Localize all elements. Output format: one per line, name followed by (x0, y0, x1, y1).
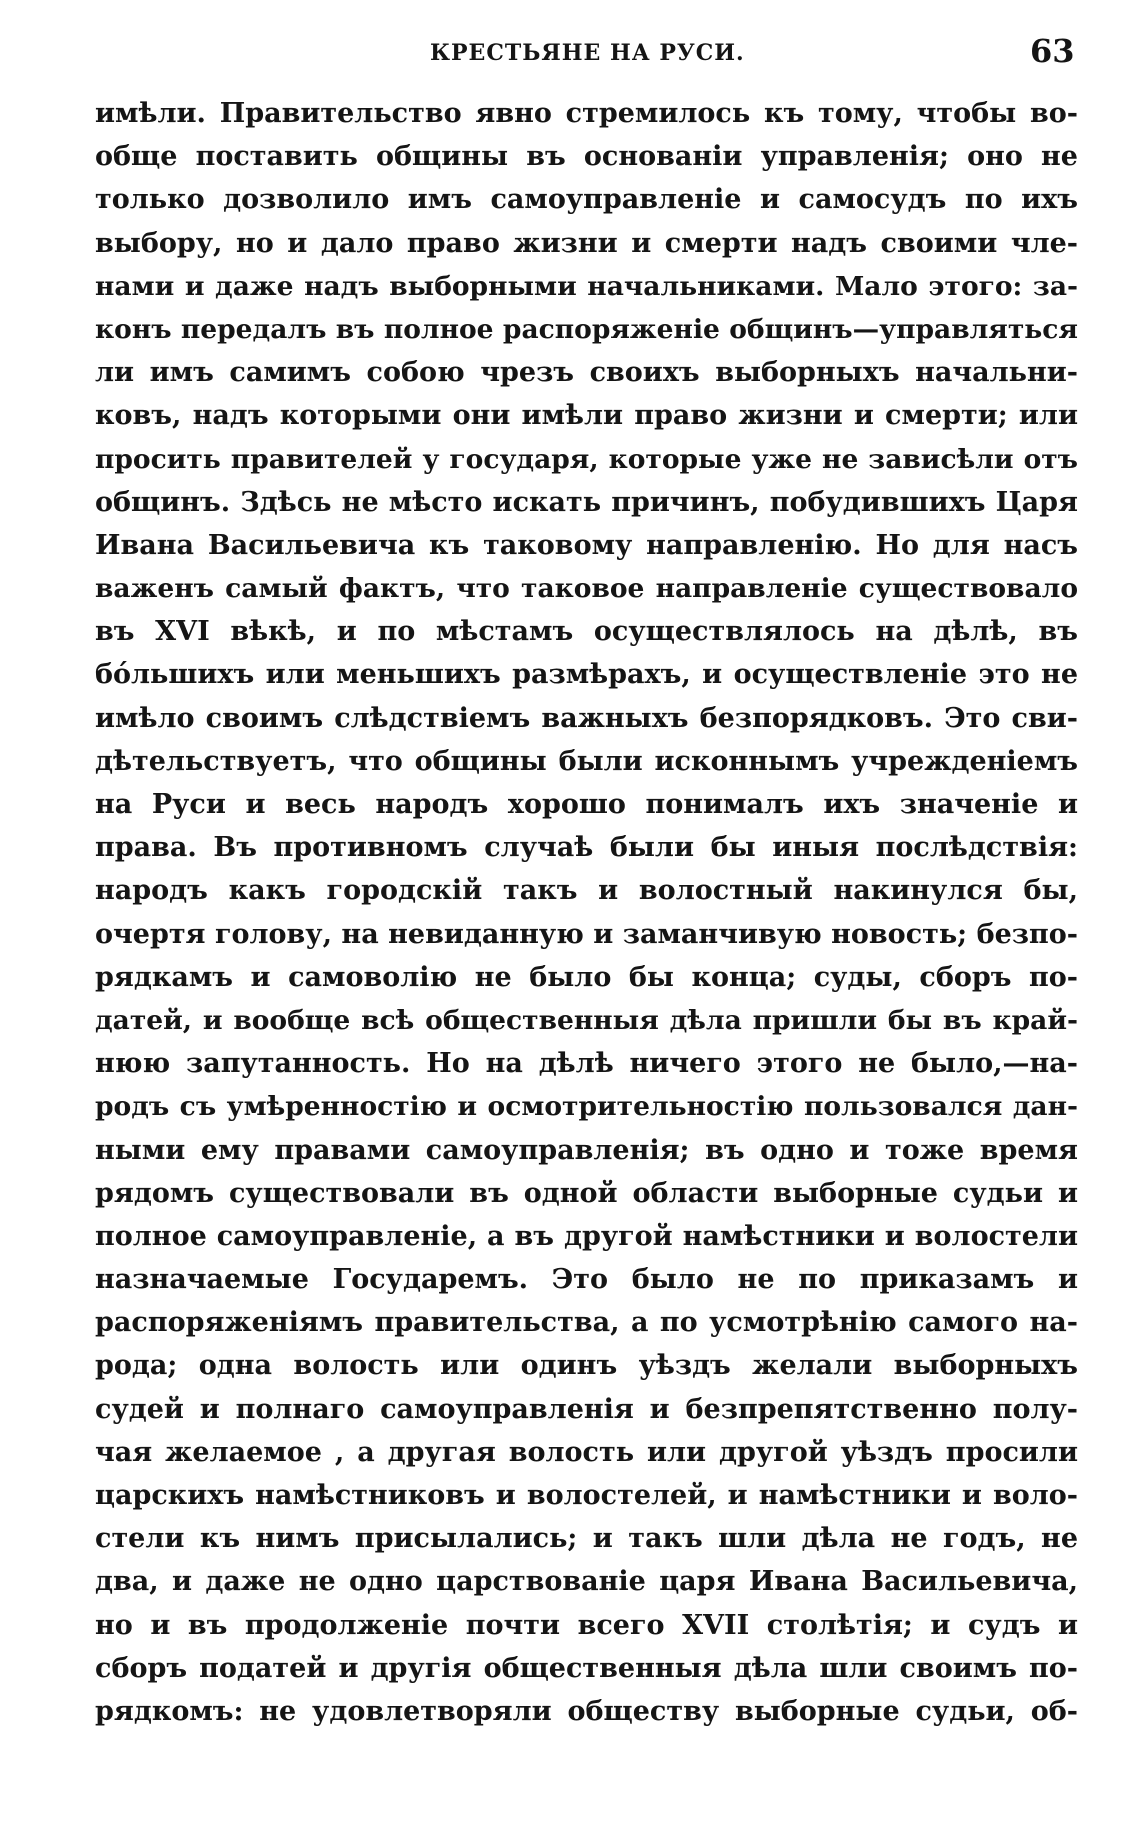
text-line: общинъ. Здѣсь не мѣсто искать причинъ, побудившихъ Царя (95, 486, 1078, 518)
text-line: бо́льшихъ или меньшихъ размѣрахъ, и осуществленіе это не (95, 659, 1078, 691)
text-line: въ XVI вѣкѣ, и по мѣстамъ осуществлялось на дѣлѣ, въ (95, 616, 1078, 648)
text-line: родъ съ умѣренностію и осмотрительностію пользовался дан- (95, 1091, 1078, 1123)
text-line: датей, и вообще всѣ общественныя дѣла пришли бы въ край- (95, 1004, 1078, 1036)
text-line: нами и даже надъ выборными начальниками. Мало этого: за- (95, 270, 1078, 302)
text-line: ковъ, надъ которыми они имѣли право жизни и смерти; или (95, 400, 1078, 432)
text-line: Ивана Васильевича къ таковому направленію. Но для насъ (95, 529, 1078, 561)
text-line: имѣло своимъ слѣдствіемъ важныхъ безпорядковъ. Это сви- (95, 702, 1078, 734)
text-line: два, и даже не одно царствованіе царя Ивана Васильевича, (95, 1566, 1078, 1598)
text-line: назначаемые Государемъ. Это было не по приказамъ и (95, 1264, 1078, 1296)
text-line: чая желаемое , а другая волость или другой уѣздъ просили (95, 1436, 1078, 1468)
text-line: рода; одна волость или одинъ уѣздъ желали выборныхъ (95, 1350, 1078, 1382)
text-line: рядкомъ: не удовлетворяли обществу выборные судьи, об- (95, 1695, 1078, 1727)
running-title: КРЕСТЬЯНЕ НА РУСИ. (430, 40, 745, 66)
text-line: дѣтельствуетъ, что общины были исконнымъ учрежденіемъ (95, 745, 1078, 777)
text-line: сборъ податей и другія общественныя дѣла шли своимъ по- (95, 1652, 1078, 1684)
text-line: ными ему правами самоуправленія; въ одно и тоже время (95, 1134, 1078, 1166)
text-line: нюю запутанность. Но на дѣлѣ ничего этого не было,—на- (95, 1048, 1078, 1080)
text-line: только дозволило имъ самоуправленіе и самосудъ по ихъ (95, 184, 1078, 216)
page-number: 63 (1030, 32, 1075, 70)
text-line: рядкамъ и самоволію не было бы конца; суды, сборъ по- (95, 961, 1078, 993)
text-line: просить правителей у государя, которые уже не зависѣли отъ (95, 443, 1078, 475)
text-line: судей и полнаго самоуправленія и безпрепятственно полу- (95, 1393, 1078, 1425)
text-line: очертя голову, на невиданную и заманчивую новость; безпо- (95, 918, 1078, 950)
text-line: выбору, но и дало право жизни и смерти надъ своими чле- (95, 227, 1078, 259)
text-line: царскихъ намѣстниковъ и волостелей, и намѣстники и воло- (95, 1480, 1078, 1511)
text-line: народъ какъ городскій такъ и волостный накинулся бы, (95, 875, 1078, 907)
text-line: ли имъ самимъ собою чрезъ своихъ выборныхъ начальни- (95, 357, 1078, 389)
text-line: конъ передалъ въ полное распоряженіе общинъ—управляться (95, 313, 1078, 345)
text-line: имѣли. Правительство явно стремилось къ тому, чтобы во- (95, 98, 1078, 129)
text-line: рядомъ существовали въ одной области выборные судьи и (95, 1177, 1078, 1209)
text-line: важенъ самый фактъ, что таковое направленіе существовало (95, 573, 1078, 605)
body-text (95, 92, 1078, 1733)
text-line: полное самоуправленіе, а въ другой намѣстники и волостели (95, 1220, 1078, 1252)
text-line: но и въ продолженіе почти всего XVII столѣтія; и судъ и (95, 1609, 1078, 1641)
text-line: обще поставить общины въ основаніи управленія; оно не (95, 141, 1078, 173)
text-line: права. Въ противномъ случаѣ были бы иныя послѣдствія: (95, 832, 1078, 864)
text-line: стели къ нимъ присылались; и такъ шли дѣла не годъ, не (95, 1523, 1078, 1555)
text-line: распоряженіямъ правительства, а по усмотрѣнію самого на- (95, 1307, 1078, 1339)
text-line: на Руси и весь народъ хорошо понималъ ихъ значеніе и (95, 789, 1078, 820)
